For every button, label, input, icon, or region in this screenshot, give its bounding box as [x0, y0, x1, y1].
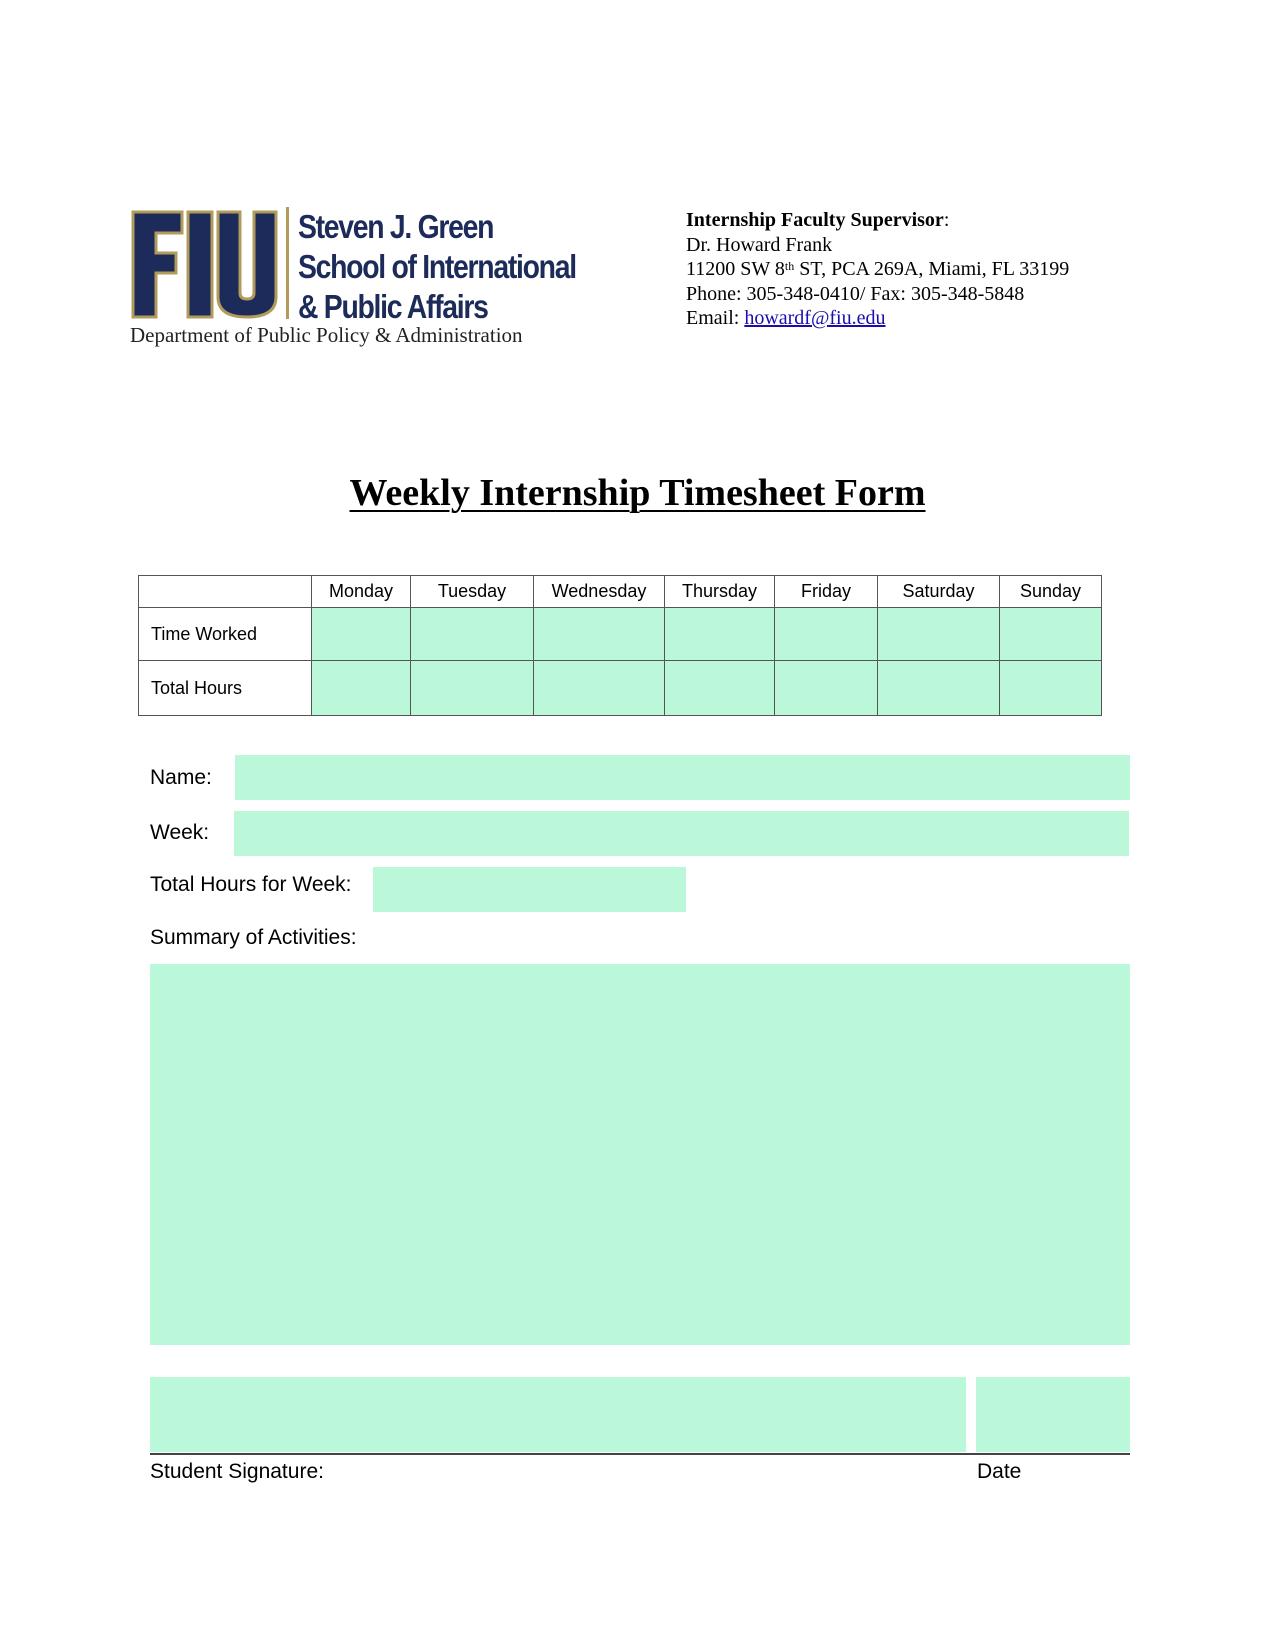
supervisor-info: [686, 208, 1069, 331]
total-hours-saturday-field[interactable]: [878, 661, 1000, 716]
day-header-thursday: Thursday: [665, 576, 775, 608]
total-hours-friday-field[interactable]: [775, 661, 878, 716]
school-name-line-1: Steven J. Green: [298, 208, 494, 245]
week-label: Week:: [150, 821, 210, 844]
time-worked-friday-field[interactable]: [775, 608, 878, 661]
timesheet-table: [138, 575, 1102, 716]
signature-field[interactable]: [150, 1377, 966, 1452]
date-label: Date: [977, 1460, 1022, 1483]
address-rest: ST, PCA 269A, Miami, FL 33199: [794, 258, 1070, 280]
fiu-letters-logo: [130, 209, 280, 321]
time-worked-wednesday-field[interactable]: [534, 608, 665, 661]
supervisor-address: [686, 257, 1069, 282]
total-hours-tuesday-field[interactable]: [411, 661, 534, 716]
signature-label: Student Signature:: [150, 1460, 324, 1483]
table-row: [139, 661, 1102, 716]
time-worked-monday-field[interactable]: [312, 608, 411, 661]
time-worked-thursday-field[interactable]: [665, 608, 775, 661]
total-hours-label: Total Hours for Week:: [150, 873, 352, 896]
supervisor-name: Dr. Howard Frank: [686, 233, 833, 256]
time-worked-tuesday-field[interactable]: [411, 608, 534, 661]
time-worked-sunday-field[interactable]: [1000, 608, 1102, 661]
summary-label: Summary of Activities:: [150, 926, 357, 949]
total-hours-wednesday-field[interactable]: [534, 661, 665, 716]
total-hours-field[interactable]: [373, 867, 686, 912]
supervisor-heading-colon: :: [943, 209, 950, 231]
school-name-line-3: & Public Affairs: [298, 288, 488, 325]
week-field[interactable]: [234, 811, 1129, 856]
department-name: Department of Public Policy & Administration: [130, 323, 523, 347]
date-field[interactable]: [976, 1377, 1130, 1452]
day-header-saturday: Saturday: [878, 576, 1000, 608]
row-label-time-worked: Time Worked: [139, 608, 312, 661]
supervisor-heading: Internship Faculty Supervisor: [686, 209, 944, 231]
page-title: [0, 471, 1275, 515]
total-hours-monday-field[interactable]: [312, 661, 411, 716]
page-title-text: Weekly Internship Timesheet Form: [349, 472, 926, 514]
logo-divider: [286, 207, 289, 319]
supervisor-phone: Phone: 305-348-0410/ Fax: 305-348-5848: [686, 282, 1025, 305]
email-label: Email:: [686, 307, 745, 329]
summary-field[interactable]: [150, 964, 1130, 1345]
school-name: [298, 207, 576, 327]
total-hours-sunday-field[interactable]: [1000, 661, 1102, 716]
total-hours-thursday-field[interactable]: [665, 661, 775, 716]
school-name-line-2: School of International: [298, 248, 576, 285]
email-link[interactable]: howardf@fiu.edu: [744, 307, 886, 329]
fiu-logo: [130, 207, 576, 325]
day-header-friday: Friday: [775, 576, 878, 608]
signature-line: [150, 1453, 1130, 1455]
table-header-row: [139, 576, 1102, 608]
address-street: 11200 SW 8: [686, 258, 785, 280]
day-header-wednesday: Wednesday: [534, 576, 665, 608]
name-label: Name:: [150, 766, 212, 789]
day-header-tuesday: Tuesday: [411, 576, 534, 608]
name-field[interactable]: [235, 755, 1130, 800]
day-header-sunday: Sunday: [1000, 576, 1102, 608]
table-row: [139, 608, 1102, 661]
supervisor-heading-line: [686, 208, 1069, 233]
address-ordinal: th: [784, 259, 795, 273]
time-worked-saturday-field[interactable]: [878, 608, 1000, 661]
table-corner-cell: [139, 576, 312, 608]
row-label-total-hours: Total Hours: [139, 661, 312, 716]
day-header-monday: Monday: [312, 576, 411, 608]
supervisor-email-line: [686, 306, 1069, 331]
